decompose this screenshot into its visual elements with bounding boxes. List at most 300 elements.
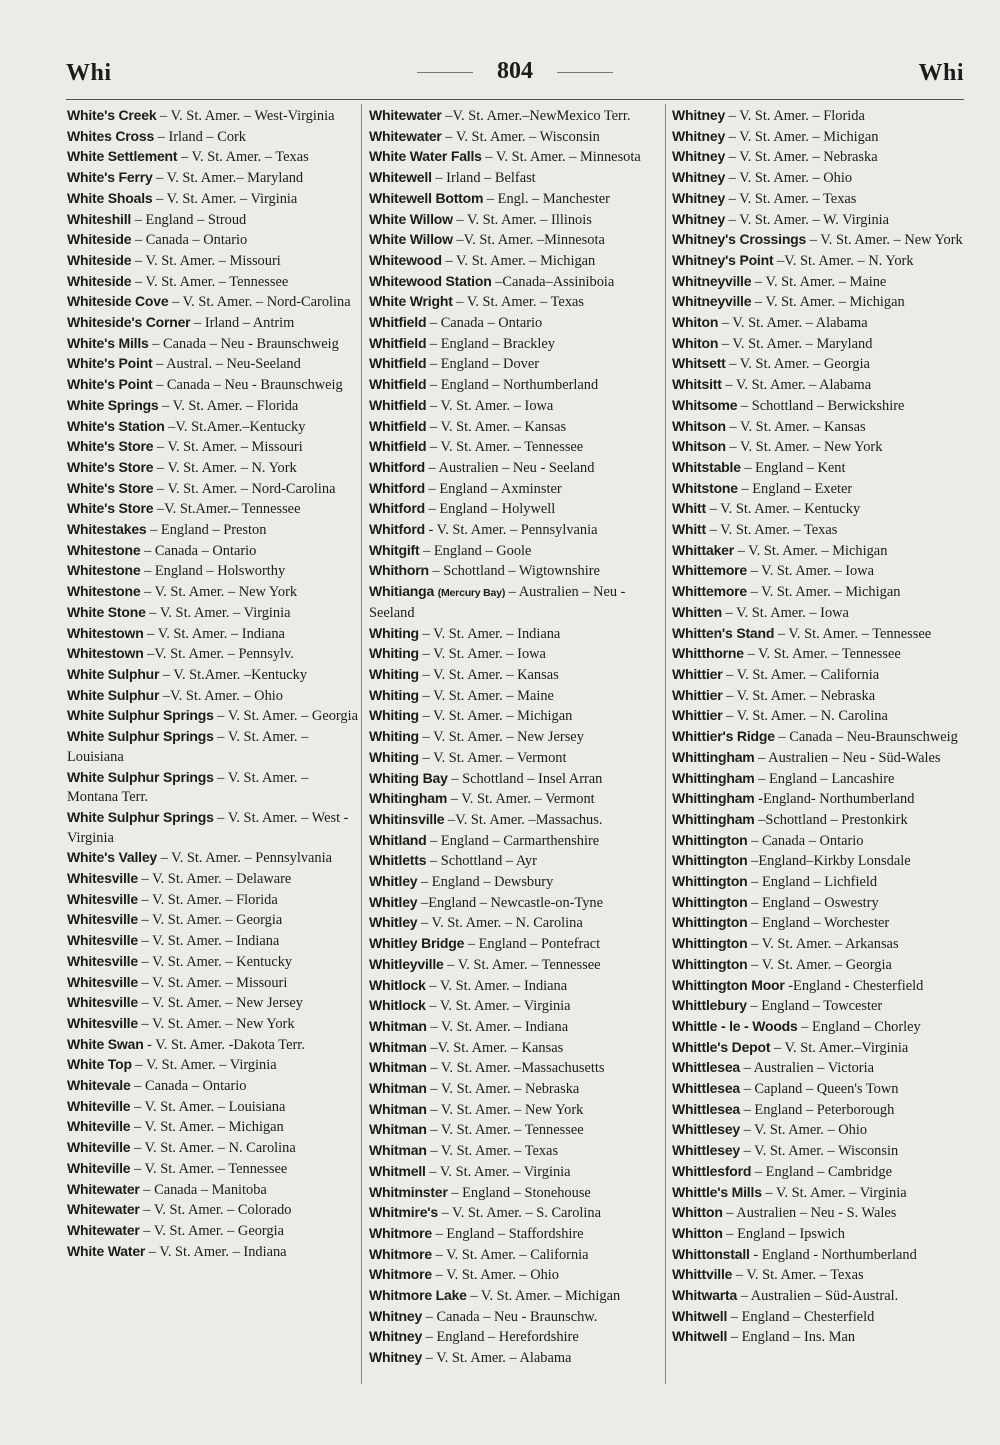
gazetteer-entry bbox=[369, 127, 661, 148]
entry-location: – V. St. Amer. – Georgia bbox=[751, 956, 892, 973]
gazetteer-entry bbox=[369, 541, 661, 562]
entry-location: –England–Kirkby Lonsdale bbox=[751, 853, 911, 870]
entry-location: – V. St. Amer. – Alabama bbox=[425, 1350, 572, 1367]
entry-name: Whitfield bbox=[369, 314, 427, 331]
entry-name: Whiting bbox=[369, 686, 419, 703]
entry-location: – Schottland – Ayr bbox=[429, 853, 537, 870]
gazetteer-entry bbox=[369, 1141, 661, 1162]
page-number-wrap bbox=[66, 58, 964, 85]
gazetteer-entry bbox=[369, 106, 661, 127]
entry-name: White Sulphur Springs bbox=[67, 707, 214, 724]
entry-location: – V. St. Amer. – Georgia bbox=[217, 708, 359, 725]
entry-name: Whitewood bbox=[369, 251, 442, 268]
entry-location: – V. St. Amer. – Alabama bbox=[721, 315, 868, 332]
gazetteer-entry bbox=[67, 561, 359, 582]
entry-location: - V. St. Amer. – Pennsylvania bbox=[428, 522, 598, 539]
entry-name: Whittington bbox=[672, 935, 748, 952]
entry-name: Whittaker bbox=[672, 541, 734, 558]
gazetteer-entry bbox=[672, 458, 964, 479]
entry-location: – England – Axminster bbox=[428, 480, 562, 497]
entry-location: – England – Stonehouse bbox=[451, 1184, 591, 1201]
entry-name: Whitthorne bbox=[672, 645, 744, 662]
entry-name: White's Station bbox=[67, 417, 165, 434]
gazetteer-entry bbox=[369, 1162, 661, 1183]
gazetteer-entry bbox=[67, 890, 359, 911]
gazetteer-entry bbox=[672, 479, 964, 500]
entry-name: White Sulphur Springs bbox=[67, 768, 214, 785]
entry-location: – V. St. Amer. – Nebraska bbox=[430, 1081, 580, 1098]
entry-name: Whittington bbox=[672, 955, 748, 972]
entry-location: – V. St. Amer. – Missouri bbox=[134, 252, 281, 269]
entry-name: Whittingham bbox=[672, 748, 755, 765]
entry-location: – V. St. Amer. – Kentucky bbox=[709, 501, 861, 518]
entry-name: Whitney bbox=[369, 1328, 423, 1345]
entry-name: Whitewater bbox=[369, 107, 442, 123]
entry-location: – V. St. Amer. – S. Carolina bbox=[441, 1205, 602, 1222]
gazetteer-entry bbox=[67, 910, 359, 931]
entry-location: – Australien – Süd-Austral. bbox=[740, 1288, 899, 1305]
gazetteer-entry bbox=[67, 334, 359, 355]
gazetteer-entry bbox=[672, 1141, 964, 1162]
gazetteer-entry bbox=[369, 313, 661, 334]
entry-name: Whitlock bbox=[369, 997, 426, 1014]
entry-location: – England – Cambridge bbox=[754, 1163, 892, 1180]
gazetteer-entry bbox=[672, 1286, 964, 1307]
gazetteer-entry bbox=[369, 189, 661, 210]
entry-location: – V. St. Amer. – Texas bbox=[709, 522, 838, 539]
entry-name: White Water Falls bbox=[369, 148, 482, 165]
gazetteer-entry bbox=[67, 168, 359, 189]
gazetteer-entry bbox=[369, 810, 661, 831]
entry-location: – V. St. Amer. – Indiana bbox=[429, 977, 568, 994]
entry-location: – V. St. Amer. – Arkansas bbox=[751, 936, 899, 953]
entry-location: – V. St. Amer. – Indiana bbox=[141, 933, 280, 950]
entry-name: Whitney's Point bbox=[672, 251, 774, 268]
entry-name: Whitleyville bbox=[369, 955, 444, 972]
entry-location: – V. St. Amer. – Georgia bbox=[143, 1222, 285, 1239]
entry-location: – Irland – Cork bbox=[157, 128, 246, 145]
gazetteer-entry bbox=[67, 973, 359, 994]
entry-name: Whitton bbox=[672, 1204, 723, 1221]
gazetteer-entry bbox=[672, 727, 964, 748]
entry-location: – V. St. Amer. – Texas bbox=[456, 294, 585, 311]
gazetteer-entry bbox=[672, 106, 964, 127]
gazetteer-entry bbox=[67, 127, 359, 148]
entry-name: Whittlesea bbox=[672, 1059, 741, 1076]
entry-name: Whitmore Lake bbox=[369, 1287, 467, 1304]
entry-name: Whittington Moor bbox=[672, 976, 785, 993]
entry-location: – Canada – Ontario bbox=[134, 1078, 247, 1095]
entry-name: Whiteville bbox=[67, 1139, 131, 1156]
entry-name: Whittlesey bbox=[672, 1121, 741, 1138]
gazetteer-entry bbox=[369, 1120, 661, 1141]
entry-name: Whittemore bbox=[672, 583, 748, 600]
gazetteer-entry bbox=[672, 955, 964, 976]
gazetteer-entry bbox=[672, 1203, 964, 1224]
entry-name: Whitesville bbox=[67, 911, 138, 928]
column-1 bbox=[67, 106, 359, 1262]
entry-name: Whittville bbox=[672, 1266, 733, 1283]
gazetteer-entry bbox=[369, 168, 661, 189]
entry-location: – England – Holsworthy bbox=[144, 563, 286, 580]
header-rule bbox=[66, 99, 964, 100]
gazetteer-entry bbox=[672, 499, 964, 520]
entry-location: – England – Chorley bbox=[801, 1018, 921, 1035]
entry-name: White Stone bbox=[67, 603, 146, 620]
gazetteer-entry bbox=[672, 851, 964, 872]
entry-name: Whitten's Stand bbox=[672, 624, 775, 641]
gazetteer-entry bbox=[67, 1035, 359, 1056]
gazetteer-entry bbox=[369, 582, 661, 623]
entry-name: White Sulphur Springs bbox=[67, 728, 214, 745]
gazetteer-entry bbox=[67, 1055, 359, 1076]
gazetteer-entry bbox=[672, 686, 964, 707]
gazetteer-entry bbox=[369, 851, 661, 872]
entry-name: Whittington bbox=[672, 852, 748, 869]
gazetteer-entry bbox=[67, 375, 359, 396]
entry-name: Whitewell Bottom bbox=[369, 189, 484, 206]
entry-name: Whitford bbox=[369, 500, 425, 517]
header-right-keyword: Whi bbox=[918, 60, 964, 86]
entry-location: – Schottland – Insel Arran bbox=[451, 770, 603, 787]
entry-name: Whitmore bbox=[369, 1224, 432, 1241]
entry-name: Whitney bbox=[672, 148, 726, 165]
entry-name: White's Store bbox=[67, 458, 154, 475]
gazetteer-entry bbox=[67, 313, 359, 334]
gazetteer-entry bbox=[672, 769, 964, 790]
entry-name: Whiting bbox=[369, 624, 419, 641]
entry-location: – V. St. Amer. – Ohio bbox=[435, 1267, 559, 1284]
gazetteer-entry bbox=[67, 396, 359, 417]
gazetteer-entry bbox=[369, 147, 661, 168]
gazetteer-entry bbox=[369, 1286, 661, 1307]
entry-location: – Australien – Neu - Seeland bbox=[369, 584, 626, 621]
entry-name: Whittlesea bbox=[672, 1080, 741, 1097]
entry-location: – V. St. Amer. – Delaware bbox=[141, 871, 292, 888]
entry-name: Whiting bbox=[369, 728, 419, 745]
entry-name: Whiteside Cove bbox=[67, 293, 169, 310]
entry-name: White Willow bbox=[369, 210, 453, 227]
entry-location: - V. St. Amer. -Dakota Terr. bbox=[147, 1036, 305, 1053]
entry-name: Whitsome bbox=[672, 396, 738, 413]
entry-name: White's Creek bbox=[67, 107, 157, 123]
entry-location: – V. St. Amer. – New York bbox=[729, 439, 883, 456]
gazetteer-entry bbox=[67, 706, 359, 727]
gazetteer-entry bbox=[672, 603, 964, 624]
entry-location: – V. St. Amer. – Texas bbox=[180, 149, 309, 166]
gazetteer-entry bbox=[369, 210, 661, 231]
entry-name: Whitfield bbox=[369, 355, 427, 372]
gazetteer-entry bbox=[67, 869, 359, 890]
entry-name: Whitley Bridge bbox=[369, 935, 465, 952]
gazetteer-entry bbox=[672, 893, 964, 914]
entry-location: –V. St. Amer. – Kansas bbox=[430, 1039, 564, 1056]
gazetteer-entry bbox=[369, 1203, 661, 1224]
page-number: 804 bbox=[473, 58, 557, 84]
gazetteer-entry bbox=[672, 561, 964, 582]
entry-name: Whitford bbox=[369, 458, 425, 475]
entry-location: – V. St. Amer. – Kansas bbox=[729, 418, 866, 435]
entry-name: Whitney bbox=[672, 169, 726, 186]
gazetteer-entry bbox=[369, 913, 661, 934]
gazetteer-entry bbox=[369, 1079, 661, 1100]
entry-name: Whitsett bbox=[672, 355, 726, 372]
entry-location: – England – Staffordshire bbox=[435, 1225, 584, 1242]
entry-name: Whitesville bbox=[67, 973, 138, 990]
entry-location: – V. St. Amer. – Tennessee bbox=[747, 646, 901, 663]
entry-name: Whitney bbox=[672, 127, 726, 144]
entry-location: –V. St. Amer. –Massachus. bbox=[448, 811, 603, 828]
gazetteer-entry bbox=[369, 727, 661, 748]
entry-location: – V. St. Amer. – West -Virginia bbox=[67, 809, 349, 846]
entry-name: Whitney bbox=[672, 210, 726, 227]
entry-name: Whitland bbox=[369, 831, 427, 848]
entry-name: Whittier's Ridge bbox=[672, 728, 775, 745]
entry-name: Whittingham bbox=[672, 769, 755, 786]
gazetteer-entry bbox=[672, 1058, 964, 1079]
entry-name: Whitfield bbox=[369, 417, 427, 434]
entry-location: – V. St. Amer. – New Jersey bbox=[422, 729, 584, 746]
entry-location: – England – Holywell bbox=[428, 501, 556, 518]
entry-location: – V. St. Amer. – Kansas bbox=[429, 418, 567, 435]
entry-name: Whittingham bbox=[672, 810, 755, 827]
entry-location: – Canada – Neu - Braunschw. bbox=[425, 1308, 598, 1325]
gazetteer-entry bbox=[369, 996, 661, 1017]
gazetteer-entry bbox=[672, 831, 964, 852]
entry-location: – V. St. Amer. – Georgia bbox=[141, 912, 283, 929]
entry-name: Whiting bbox=[369, 645, 419, 662]
entry-location: – V. St. Amer. – Tennessee bbox=[430, 1122, 584, 1139]
entry-name: Whitgift bbox=[369, 541, 420, 558]
gazetteer-entry bbox=[369, 1307, 661, 1328]
entry-location: – V. St. Amer. – California bbox=[435, 1246, 589, 1263]
gazetteer-entry bbox=[672, 292, 964, 313]
entry-name: Whitwell bbox=[672, 1307, 728, 1324]
entry-location: – England – Lancashire bbox=[758, 770, 895, 787]
entry-name: Whitewater bbox=[67, 1180, 140, 1197]
entry-name: Whitmell bbox=[369, 1162, 426, 1179]
entry-location: – V. St. Amer. – Nord-Carolina bbox=[172, 294, 351, 311]
gazetteer-entry bbox=[369, 354, 661, 375]
entry-location: – V. St. Amer. – Nebraska bbox=[728, 149, 878, 166]
entry-name: Whittle - le - Woods bbox=[672, 1017, 798, 1034]
gazetteer-entry bbox=[67, 952, 359, 973]
entry-location: – Canada – Ontario bbox=[429, 315, 543, 332]
entry-location: – Australien – Neu - S. Wales bbox=[726, 1205, 897, 1222]
column-2 bbox=[369, 106, 661, 1369]
entry-location: – England – Pontefract bbox=[467, 936, 601, 953]
entry-location: –V. St. Amer. –Minnesota bbox=[456, 232, 605, 249]
gazetteer-entry bbox=[369, 1265, 661, 1286]
entry-name: Whitney bbox=[672, 107, 726, 123]
entry-location: – England – Lichfield bbox=[751, 874, 878, 891]
gazetteer-entry bbox=[369, 334, 661, 355]
entry-location: – England – Peterborough bbox=[743, 1101, 895, 1118]
gazetteer-entry bbox=[672, 1307, 964, 1328]
entry-location: – England – Brackley bbox=[429, 335, 555, 352]
entry-location: – V. St. Amer. – Nord-Carolina bbox=[156, 480, 336, 497]
gazetteer-entry bbox=[672, 1162, 964, 1183]
entry-name: White's Store bbox=[67, 438, 154, 455]
gazetteer-entry bbox=[672, 1120, 964, 1141]
gazetteer-entry bbox=[67, 230, 359, 251]
gazetteer-entry bbox=[369, 686, 661, 707]
entry-location: – V. St. Amer. – Texas bbox=[728, 190, 857, 207]
gazetteer-entry bbox=[67, 808, 359, 848]
entry-location: – V. St. Amer. – Florida bbox=[728, 108, 865, 124]
gazetteer-entry bbox=[369, 893, 661, 914]
gazetteer-entry bbox=[67, 106, 359, 127]
gazetteer-entry bbox=[369, 292, 661, 313]
header-left-keyword: Whi bbox=[66, 60, 112, 86]
entry-location: – England – Oswestry bbox=[751, 894, 879, 911]
entry-location: – V. St. Amer. – W. Virginia bbox=[728, 211, 890, 228]
gazetteer-entry bbox=[369, 831, 661, 852]
gazetteer-entry bbox=[672, 624, 964, 645]
entry-location: – V. St. Amer. – Virginia bbox=[156, 190, 298, 207]
entry-name: Whitianga bbox=[369, 583, 435, 600]
entry-name: Whittingham bbox=[672, 790, 755, 807]
entry-name: Whiting bbox=[369, 665, 419, 682]
entry-location: -England - Chesterfield bbox=[788, 977, 924, 994]
entry-location: – V. St. Amer. – N. Carolina bbox=[133, 1140, 296, 1157]
gazetteer-entry bbox=[672, 210, 964, 231]
gazetteer-entry bbox=[369, 1038, 661, 1059]
gazetteer-entry bbox=[369, 644, 661, 665]
entry-location: –V. St. Amer. – Pennsylv. bbox=[147, 646, 294, 663]
gazetteer-entry bbox=[369, 665, 661, 686]
gazetteer-entry bbox=[67, 210, 359, 231]
entry-name: Whitstone bbox=[672, 479, 738, 496]
entry-location: – V. St. Amer. – New York bbox=[141, 1015, 295, 1032]
gazetteer-entry bbox=[369, 272, 661, 293]
gazetteer-entry bbox=[67, 1242, 359, 1263]
gazetteer-entry bbox=[67, 437, 359, 458]
entry-name: Whitestone bbox=[67, 583, 141, 600]
entry-name: Whitmore bbox=[369, 1266, 432, 1283]
gazetteer-entry bbox=[67, 665, 359, 686]
entry-name: Whittier bbox=[672, 686, 723, 703]
entry-name: Whittle's Mills bbox=[672, 1183, 762, 1200]
gazetteer-entry bbox=[67, 1221, 359, 1242]
entry-name: White Wright bbox=[369, 293, 453, 310]
entry-name: White's Ferry bbox=[67, 169, 153, 186]
entry-location: –V. St.Amer.–Kentucky bbox=[168, 418, 306, 435]
entry-location: – Engl. – Manchester bbox=[486, 190, 610, 207]
entry-location: – V. St. Amer. – Tennessee bbox=[447, 956, 601, 973]
entry-location: – V. St. Amer. – Tennessee bbox=[134, 273, 289, 290]
gazetteer-entry bbox=[672, 437, 964, 458]
entry-location: – Irland – Antrim bbox=[194, 315, 295, 332]
gazetteer-entry bbox=[369, 706, 661, 727]
entry-location: – V. St. Amer. – Alabama bbox=[725, 377, 872, 394]
entry-name: Whitewood Station bbox=[369, 272, 492, 289]
entry-location: – V. St. Amer.– Maryland bbox=[156, 170, 304, 187]
column-3 bbox=[672, 106, 964, 1348]
entry-location: – England – Towcester bbox=[750, 998, 883, 1015]
entry-name: Whittlesey bbox=[672, 1142, 741, 1159]
entry-name: Whitesville bbox=[67, 870, 138, 887]
entry-name: Whitt bbox=[672, 500, 706, 517]
entry-name: White Top bbox=[67, 1056, 132, 1073]
entry-location: – V. St. Amer. – Missouri bbox=[156, 439, 303, 456]
entry-location: – V. St. Amer. – West-Virginia bbox=[160, 108, 335, 124]
entry-name: Whitesville bbox=[67, 1014, 138, 1031]
gazetteer-entry bbox=[672, 1079, 964, 1100]
gazetteer-entry bbox=[369, 976, 661, 997]
entry-location: – V. St. Amer. – New York bbox=[430, 1101, 584, 1118]
entry-name: Whitestown bbox=[67, 624, 144, 641]
entry-name: Whitt bbox=[672, 521, 706, 538]
entry-location: -England- Northumberland bbox=[758, 791, 915, 808]
entry-name: Whittington bbox=[672, 873, 748, 890]
gazetteer-entry bbox=[67, 768, 359, 808]
entry-name: Whittemore bbox=[672, 562, 748, 579]
gazetteer-entry bbox=[369, 1224, 661, 1245]
entry-location: – V. St. Amer. – Colorado bbox=[143, 1202, 292, 1219]
entry-name: Whitman bbox=[369, 1080, 427, 1097]
entry-name: White Springs bbox=[67, 396, 159, 413]
entry-name: Whitewater bbox=[67, 1221, 140, 1238]
entry-location: – Australien – Neu - Süd-Wales bbox=[758, 749, 941, 766]
entry-location: – V. St. Amer. – Iowa bbox=[422, 646, 546, 663]
entry-location: – Australien – Victoria bbox=[743, 1060, 874, 1077]
gazetteer-entry bbox=[672, 354, 964, 375]
entry-name: Whitewater bbox=[67, 1201, 140, 1218]
entry-name: Whitney bbox=[369, 1349, 423, 1366]
entry-location: –V. St. Amer. – Ohio bbox=[162, 687, 283, 704]
gazetteer-entry bbox=[672, 334, 964, 355]
entry-location: – V. St. Amer. – Indiana bbox=[430, 1018, 569, 1035]
gazetteer-entry bbox=[67, 686, 359, 707]
entry-name: White's Point bbox=[67, 355, 153, 372]
entry-name: Whitman bbox=[369, 1059, 427, 1076]
entry-name: Whitford bbox=[369, 521, 425, 538]
entry-location: – England – Dover bbox=[429, 356, 540, 373]
gazetteer-entry bbox=[369, 1245, 661, 1266]
entry-location: – V. St.Amer. –Kentucky bbox=[162, 666, 308, 683]
entry-location: – V. St. Amer. – Texas bbox=[430, 1143, 559, 1160]
gazetteer-entry bbox=[369, 437, 661, 458]
gazetteer-entry bbox=[672, 147, 964, 168]
entry-location: – England – Preston bbox=[150, 522, 267, 539]
entry-location: – Irland – Belfast bbox=[435, 170, 536, 187]
entry-location: – England – Northumberland bbox=[429, 377, 599, 394]
gazetteer-entry bbox=[67, 147, 359, 168]
entry-name: Whitman bbox=[369, 1038, 427, 1055]
entry-name: Whitestone bbox=[67, 562, 141, 579]
entry-location: – V. St. Amer. – Maine bbox=[754, 273, 887, 290]
entry-location: – Canada – Ontario bbox=[144, 542, 257, 559]
entry-name: Whitford bbox=[369, 479, 425, 496]
gazetteer-entry bbox=[369, 479, 661, 500]
entry-name: White Willow bbox=[369, 231, 453, 248]
gazetteer-entry bbox=[672, 976, 964, 997]
entry-name: White Shoals bbox=[67, 189, 153, 206]
entry-location: – England – Ins. Man bbox=[730, 1329, 856, 1346]
gazetteer-entry bbox=[672, 417, 964, 438]
gazetteer-entry bbox=[672, 665, 964, 686]
gazetteer-entry bbox=[67, 1097, 359, 1118]
entry-name: Whitley bbox=[369, 893, 418, 910]
entry-location: – Schottland – Wigtownshire bbox=[432, 563, 600, 580]
gazetteer-entry bbox=[67, 251, 359, 272]
entry-name: White Swan bbox=[67, 1035, 144, 1052]
gazetteer-entry bbox=[369, 375, 661, 396]
gazetteer-entry bbox=[67, 931, 359, 952]
entry-location: – Capland – Queen's Town bbox=[743, 1081, 899, 1098]
gazetteer-entry bbox=[369, 1183, 661, 1204]
